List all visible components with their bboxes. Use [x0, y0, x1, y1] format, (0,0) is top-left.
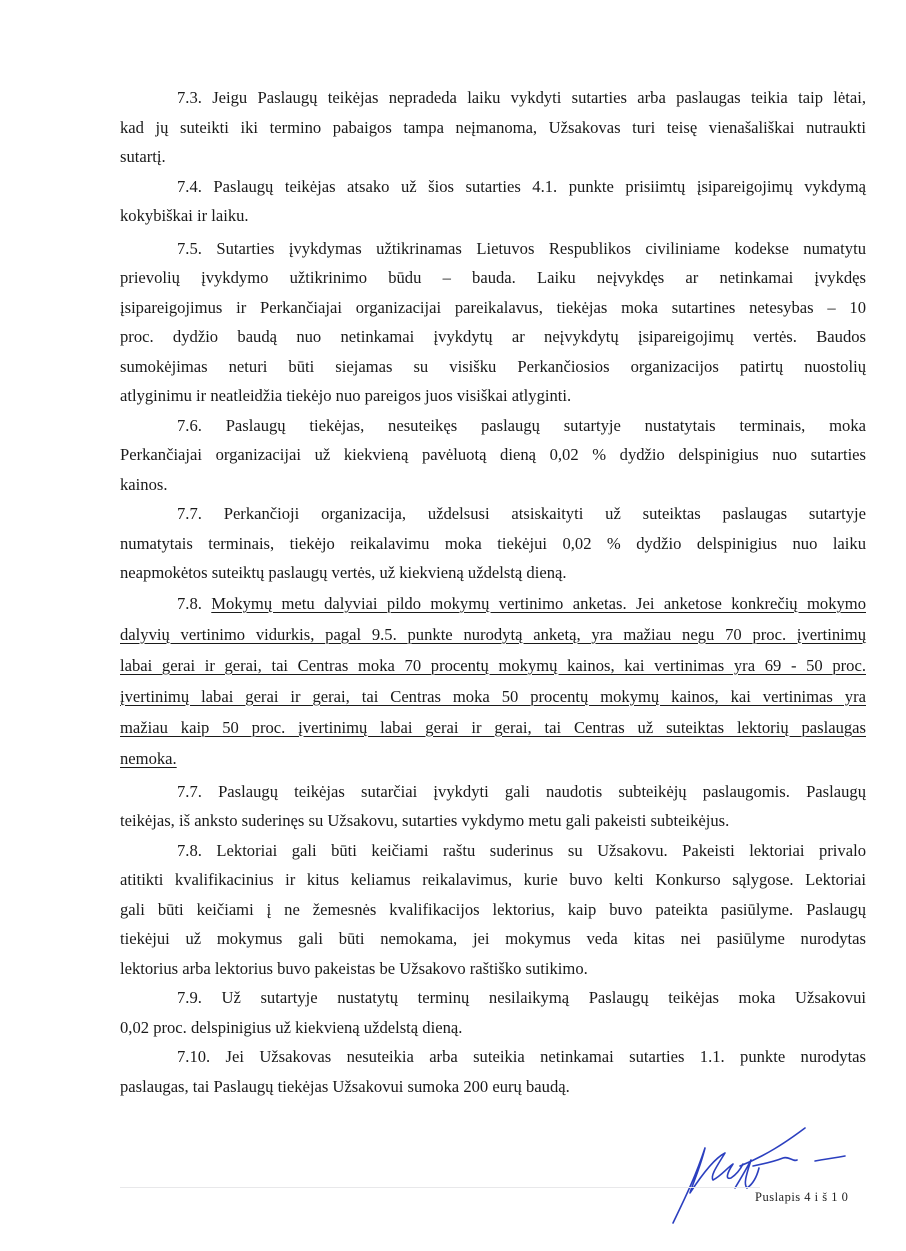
document-body	[120, 83, 866, 1101]
text-line: kainos.	[120, 474, 168, 494]
paragraph-7.10	[120, 1042, 866, 1101]
text-line: 7.4. Paslaugų teikėjas atsako už šios sutarties 4.1. punkte prisiimtų įsipareigojimų vykdymą	[177, 176, 866, 196]
paragraph-7.9	[120, 983, 866, 1042]
text-line: paslaugas, tai Paslaugų tiekėjas Užsakovui sumoka 200 eurų baudą.	[120, 1076, 570, 1096]
underlined-text: dalyvių vertinimo vidurkis, pagal 9.5. punkte nurodytą anketą, yra mažiau negu 70 proc. įvertinimų	[120, 624, 866, 644]
text-line: proc. dydžio baudą nuo netinkamai įvykdytų ar neįvykdytų įsipareigojimų vertės. Baudos	[120, 327, 866, 346]
text-line: atlyginimu ir neatleidžia tiekėjo nuo pareigos juos visiškai atlyginti.	[120, 386, 572, 405]
underlined-text: Mokymų metu dalyviai pildo mokymų vertinimo anketas. Jei anketose konkrečių mokymo	[211, 593, 866, 613]
text-line: sumokėjimas neturi būti siejamas su visišku Perkančiosios organizacijos patirtų nuostolių	[120, 356, 866, 376]
paragraph-7.8	[120, 836, 866, 984]
underlined-text: įvertinimų labai gerai ir gerai, tai Centras moka 50 procentų mokymų kainos, kai vertinimas yra	[120, 686, 866, 706]
text-line: Perkančiajai organizacijai už kiekvieną pavėluotą dieną 0,02 % dydžio delspinigius nuo sutarties	[120, 445, 866, 464]
text-line: numatytais terminais, tiekėjo reikalavimu moka tiekėjui 0,02 % dydžio delspinigius nuo laiku	[120, 533, 866, 553]
paragraph-7.8	[120, 588, 866, 774]
text-line: sutartį.	[120, 147, 166, 166]
text-line: 7.7. Perkančioji organizacija, uždelsusi atsiskaityti už suteiktas paslaugas sutartyje	[177, 504, 866, 523]
paragraph-7.3	[120, 83, 866, 172]
text-line: atitikti kvalifikacinius ir kitus keliamus reikalavimus, kurie buvo kelti Konkurso sąlygose. Lektoriai	[120, 870, 866, 889]
text-line: 7.5. Sutarties įvykdymas užtikrinamas Lietuvos Respublikos civiliniame kodekse numatytu	[177, 238, 866, 258]
text-line: 7.10. Jei Užsakovas nesuteikia arba suteikia netinkamai sutarties 1.1. punkte nurodytas	[177, 1047, 866, 1066]
text-line	[120, 588, 866, 619]
text-line	[120, 619, 866, 650]
text-line: 7.6. Paslaugų tiekėjas, nesuteikęs paslaugų sutartyje nustatytais terminais, moka	[177, 415, 866, 435]
text-line: 7.3. Jeigu Paslaugų teikėjas nepradeda laiku vykdyti sutarties arba paslaugas teikia taip lėtai,	[177, 88, 866, 107]
paragraph-7.7	[120, 499, 866, 588]
text-line: 0,02 proc. delspinigius už kiekvieną uždelstą dieną.	[120, 1017, 463, 1037]
text-line: kad jų suteikti iki termino pabaigos tampa neįmanoma, Užsakovas turi teisę vienašališkai nutraukti	[120, 117, 866, 137]
text-line: įsipareigojimus ir Perkančiajai organizacijai pareikalavus, tiekėjas moka sutartines netesybas – 10	[120, 297, 866, 317]
underlined-text: nemoka.	[120, 748, 177, 768]
text-line: 7.9. Už sutartyje nustatytų terminų nesilaikymą Paslaugų teikėjas moka Užsakovui	[177, 988, 866, 1007]
page-number: Puslapis 4 i š 1 0	[755, 1190, 849, 1204]
text-line	[120, 681, 866, 712]
text-line: neapmokėtos suteiktų paslaugų vertės, už kiekvieną uždelstą dieną.	[120, 563, 567, 582]
paragraph-7.6	[120, 411, 866, 500]
text-line: tiekėjui už mokymus gali būti nemokama, jei mokymus veda kitas nei pasiūlyme nurodytas	[120, 929, 866, 948]
underlined-text: labai gerai ir gerai, tai Centras moka 70 procentų mokymų kainos, kai vertinimas yra 69 - 50 proc.	[120, 655, 866, 675]
footer-divider	[120, 1187, 760, 1188]
text-line: lektorius arba lektorius buvo pakeistas be Užsakovo raštiško sutikimo.	[120, 958, 588, 978]
text-line: kokybiškai ir laiku.	[120, 206, 249, 225]
handwritten-signature-icon	[655, 1118, 885, 1228]
paragraph-7.5	[120, 234, 866, 411]
paragraph-number: 7.8.	[177, 593, 202, 613]
text-line: 7.8. Lektoriai gali būti keičiami raštu suderinus su Užsakovu. Pakeisti lektoriai privalo	[177, 840, 866, 860]
paragraph-7.4	[120, 172, 866, 231]
text-line	[120, 743, 866, 774]
underlined-text: mažiau kaip 50 proc. įvertinimų labai gerai ir gerai, tai Centras už suteiktas lektorių paslaugas	[120, 717, 866, 737]
text-line	[120, 650, 866, 681]
text-line	[120, 712, 866, 743]
text-line: prievolių įvykdymo užtikrinimo būdu – bauda. Laiku neįvykdęs ar netinkamai įvykdęs	[120, 268, 866, 287]
text-line: gali būti keičiami į ne žemesnės kvalifikacijos lektorius, kaip buvo pateikta pasiūlyme. Paslaugų	[120, 899, 866, 919]
text-line: teikėjas, iš anksto suderinęs su Užsakovu, sutarties vykdymo metu gali pakeisti subteikėjus.	[120, 811, 730, 830]
text-line: 7.7. Paslaugų teikėjas sutarčiai įvykdyti gali naudotis subteikėjų paslaugomis. Paslaugų	[177, 781, 866, 801]
paragraph-7.7	[120, 777, 866, 836]
